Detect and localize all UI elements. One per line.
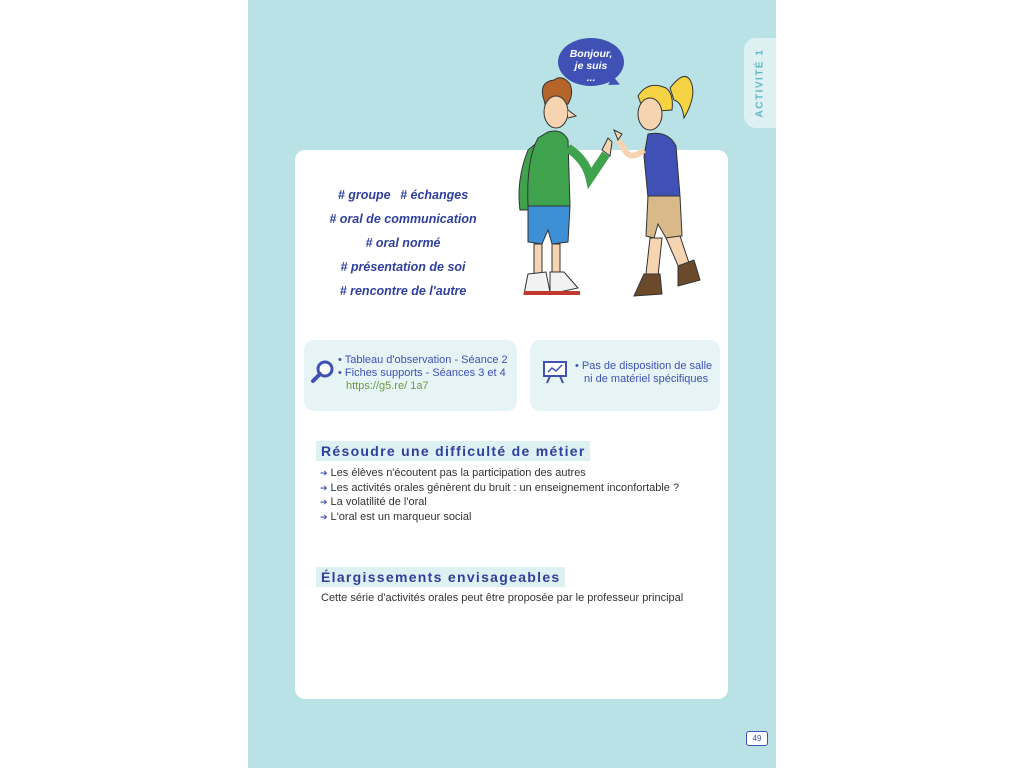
girl-figure bbox=[614, 76, 700, 296]
bubble-line-2: je suis bbox=[574, 60, 608, 72]
list-item: ➔ La volatilité de l'oral bbox=[320, 496, 427, 508]
hashtag: # oral normé bbox=[365, 236, 441, 250]
arrow-icon: ➔ bbox=[320, 497, 328, 507]
hashtag-row bbox=[308, 234, 498, 258]
arrow-icon: ➔ bbox=[320, 482, 328, 493]
list-item: ➔ Les activités orales génèrent du bruit : un enseignement inconfortable ? bbox=[320, 481, 680, 494]
difficulty-list bbox=[320, 466, 679, 524]
extensions-heading: Élargissements envisageables bbox=[316, 567, 565, 587]
page-number: 49 bbox=[746, 731, 768, 746]
magnifier-icon bbox=[310, 359, 336, 385]
two-people-illustration bbox=[498, 60, 718, 305]
hashtag: # présentation de soi bbox=[340, 260, 466, 274]
hashtag-list bbox=[308, 186, 498, 306]
resource-link[interactable]: https://g5.re/ 1a7 bbox=[346, 380, 429, 392]
list-item: ➔ Les élèves n'écoutent pas la participation des autres bbox=[320, 467, 586, 479]
bubble-line-1: Bonjour, bbox=[569, 48, 613, 60]
arrow-icon: ➔ bbox=[320, 511, 328, 522]
hashtag: # échanges bbox=[400, 188, 469, 202]
hashtag: # oral de communication bbox=[329, 212, 477, 226]
extensions-text: Cette série d'activités orales peut être proposée par le professeur principal bbox=[321, 592, 684, 604]
hashtag-row bbox=[308, 210, 498, 234]
document-page bbox=[248, 0, 776, 768]
resource-item: • Tableau d'observation - Séance 2 bbox=[338, 354, 508, 366]
hashtag-row bbox=[308, 258, 498, 282]
boy-figure bbox=[519, 78, 612, 295]
presentation-board-icon bbox=[542, 360, 568, 384]
hashtag: # rencontre de l'autre bbox=[339, 284, 467, 298]
activity-label: ACTIVITÉ 1 bbox=[754, 48, 766, 118]
speech-bubble bbox=[558, 38, 624, 86]
hashtag-row bbox=[308, 186, 498, 210]
difficulty-heading: Résoudre une difficulté de métier bbox=[316, 441, 590, 461]
bubble-line-3: ... bbox=[586, 72, 596, 84]
list-item: ➔ L'oral est un marqueur social bbox=[320, 510, 472, 523]
arrow-icon: ➔ bbox=[320, 468, 328, 478]
hashtag: # groupe bbox=[337, 188, 391, 202]
materials-box bbox=[530, 340, 720, 411]
materials-line-2: ni de matériel spécifiques bbox=[584, 373, 709, 385]
materials-line-1: • Pas de disposition de salle bbox=[575, 360, 713, 372]
activity-side-tab bbox=[744, 38, 776, 128]
resource-item: • Fiches supports - Séances 3 et 4 bbox=[338, 367, 506, 379]
hashtag-row bbox=[308, 282, 498, 306]
resources-box bbox=[304, 340, 517, 411]
